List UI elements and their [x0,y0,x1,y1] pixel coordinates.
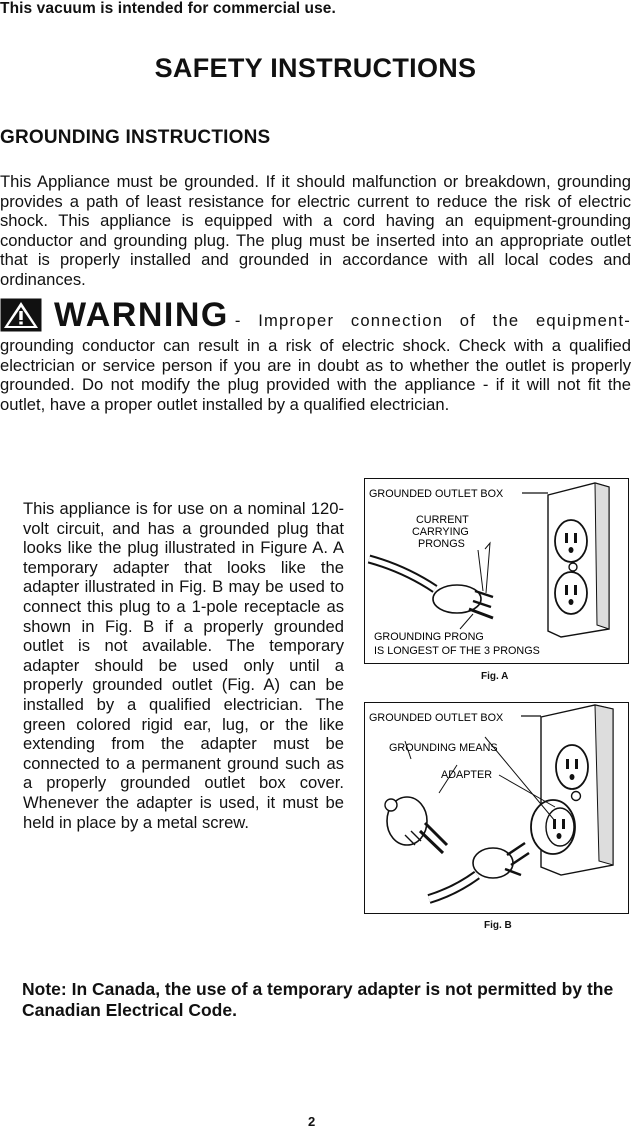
figb-adapter-label: ADAPTER [441,769,492,781]
adapter-paragraph: This appliance is for use on a nominal 120-volt circuit, and has a grounded plug that looks like the plug illustrated in Figure A. A temporary adapter that looks like the adapter illustrated in Fig. B may be used to connect this plug to a 1-pole receptacle as shown in Fig. B if a properly grounded outlet is not available. The temporary adapter should be used only until a properly grounded outlet (Fig. A) can be installed by a qualified electrician. The green colored rigid ear, lug, or the like extending from the adapter must be connected to a permanent ground such as a properly grounded outlet box cover. Whenever the adapter is used, it must be held in place by a metal screw. [23,499,344,832]
figb-grounding-means-label: GROUNDING MEANS [389,742,498,754]
page-number: 2 [308,1114,316,1129]
canada-note: Note: In Canada, the use of a temporary adapter is not permitted by the Canadian Electrical Code. [22,979,614,1020]
grounding-paragraph: This Appliance must be grounded. If it should malfunction or breakdown, grounding provides a path of least resistance for electric current to reduce the risk of electric shock. This appliance is equipped with a cord having an equipment-grounding conductor and grounding plug. The plug must be inserted into an appropriate outlet that is properly installed and grounded in accordance with all local codes and ordinances. [0,172,631,289]
warning-triangle-icon [0,298,42,332]
figure-b-illustration [365,703,628,913]
figure-a-caption: Fig. A [481,671,509,682]
figa-prongs-label-1: CURRENT [416,514,469,526]
figa-grounding-prong-label-2: IS LONGEST OF THE 3 PRONGS [374,645,540,657]
warning-block [0,298,631,414]
figa-prongs-label-3: PRONGS [418,538,465,550]
commercial-use-note: This vacuum is intended for commercial use. [0,0,336,17]
figure-b [364,702,629,914]
warning-first-line: - Improper connection of the equipment- [234,311,631,330]
warning-label: WARNING [54,296,229,334]
figure-b-caption: Fig. B [484,920,512,931]
warning-text: grounding conductor can result in a risk of electric shock. Check with a qualified electrician or service person if you are in doubt as to whether the outlet is properly grounded. Do not modify the plug provided with the appliance - if it will not fit the outlet, have a proper outlet installed by a qualified electrician. [0,336,631,414]
figure-a [364,478,629,664]
figa-prongs-label-2: CARRYING [412,526,469,538]
figa-outlet-box-label: GROUNDED OUTLET BOX [369,488,504,500]
grounding-heading: GROUNDING INSTRUCTIONS [0,127,271,148]
figb-outlet-box-label: GROUNDED OUTLET BOX [369,712,504,724]
warning-header-line [0,298,631,336]
page-title: SAFETY INSTRUCTIONS [154,53,477,83]
figure-a-illustration [365,479,628,663]
figa-grounding-prong-label-1: GROUNDING PRONG [374,631,484,643]
